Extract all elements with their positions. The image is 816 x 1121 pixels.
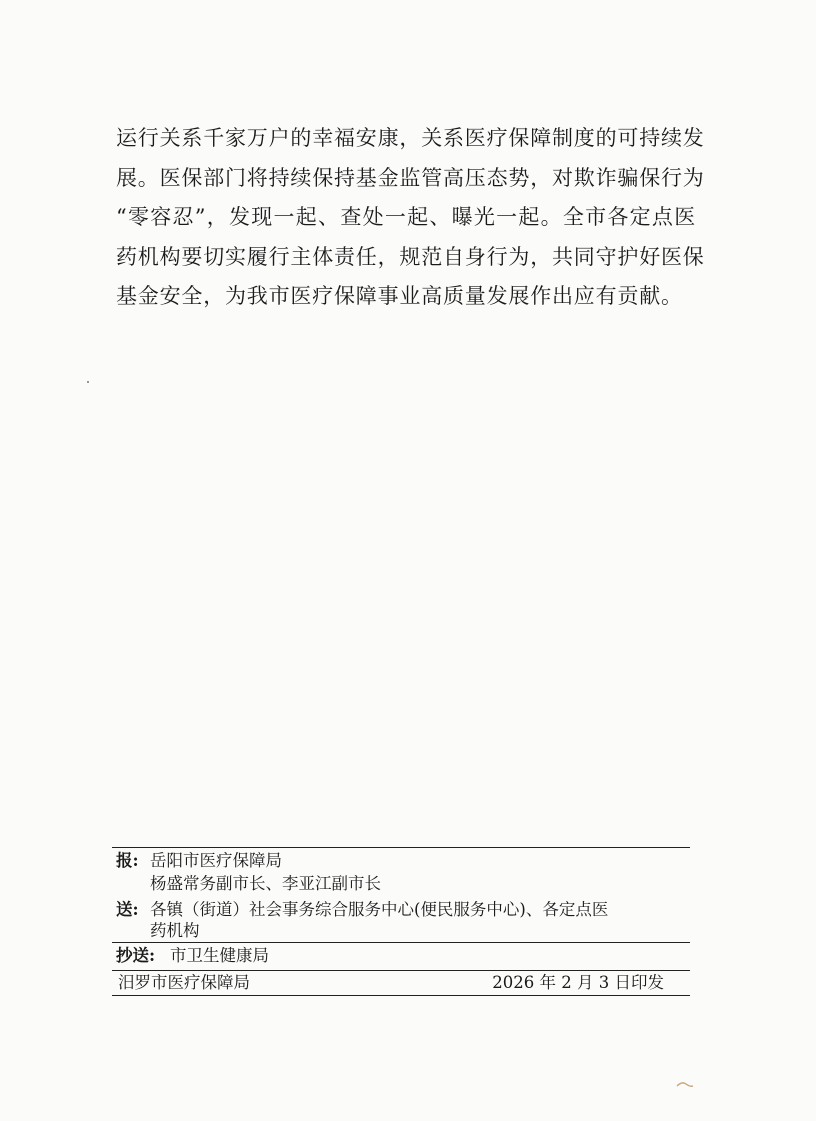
body-line: 药机构要切实履行主体责任，规范自身行为，共同守护好医保	[116, 244, 705, 269]
divider-line	[112, 847, 690, 848]
send-row	[112, 899, 690, 920]
issuer: 汨罗市医疗保障局	[118, 973, 250, 992]
send-label: 送:	[116, 900, 139, 919]
scan-speck	[87, 381, 89, 383]
body-paragraph	[116, 119, 705, 317]
send-recipient: 各镇（街道）社会事务综合服务中心(便民服务中心)、各定点医	[150, 900, 609, 919]
send-row-continued	[112, 920, 690, 942]
distribution-block	[112, 847, 690, 996]
report-label: 报:	[116, 851, 139, 870]
body-line: 展。医保部门将持续保持基金监管高压态势，对欺诈骗保行为	[116, 165, 705, 190]
copy-row	[112, 945, 690, 970]
divider-line	[112, 995, 690, 996]
report-recipient: 杨盛常务副市长、李亚江副市长	[150, 874, 381, 893]
divider-line	[112, 942, 690, 943]
body-line: 运行关系千家万户的幸福安康，关系医疗保障制度的可持续发	[116, 126, 705, 150]
print-date: 2026 年 2 月 3 日印发	[492, 973, 664, 992]
copy-recipient: 市卫生健康局	[170, 946, 269, 965]
report-recipient: 岳阳市医疗保障局	[150, 851, 282, 870]
copy-label: 抄送:	[116, 946, 156, 965]
footer-row	[112, 971, 690, 995]
send-recipient: 药机构	[150, 921, 200, 940]
report-row	[112, 850, 690, 873]
body-line: “零容忍”，发现一起、查处一起、曝光一起。全市各定点医	[116, 205, 696, 229]
scan-mark	[676, 1080, 694, 1088]
body-line: 基金安全，为我市医疗保障事业高质量发展作出应有贡献。	[116, 284, 683, 308]
report-row-continued	[112, 873, 690, 898]
